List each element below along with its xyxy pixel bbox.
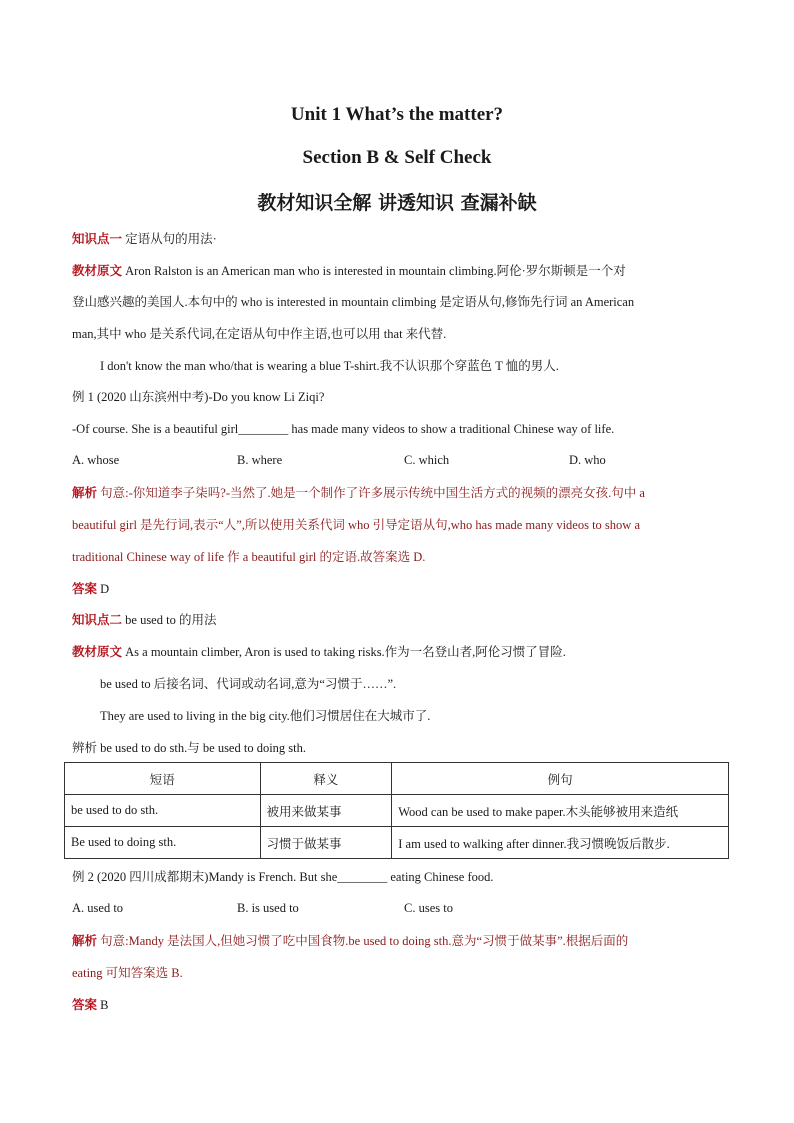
k1-label: 知识点一 [72,231,123,246]
k2-option-c: C. uses to [404,901,453,915]
k2-orig-label: 教材原文 [72,644,123,659]
table-row [65,827,729,859]
unit-title: Unit 1 What’s the matter? [290,104,504,125]
k2-analysis-line-1 [72,933,628,949]
banner-title: 教材知识全解 讲透知识 查漏补缺 [257,192,537,214]
table-header-example: 例句 [392,763,729,795]
k1-analysis-line-3: traditional Chinese way of life 作 a beautiful girl 的定语.故答案选 D. [72,550,426,564]
k2-analysis-text-1: 句意:Mandy 是法国人,但她习惯了吃中国食物.be used to doing sth.意为“习惯于做某事”.根据后面的 [100,934,629,948]
k2-orig-line-3: They are used to living in the big city.他们习惯居住在大城市了. [100,709,431,723]
k2-answer-label: 答案 [72,997,98,1012]
k2-question-1: 例 2 (2020 四川成都期末)Mandy is French. But she________ eating Chinese food. [72,870,494,884]
table-header-meaning: 释义 [260,763,392,795]
table-cell: I am used to walking after dinner.我习惯晚饭后散步. [392,827,729,859]
table-cell: Be used to doing sth. [65,827,261,859]
k2-answer-value: B [100,998,109,1012]
k1-option-a: A. whose [72,453,120,467]
table-row [65,795,729,827]
k1-option-b: B. where [237,453,283,467]
section-title: Section B & Self Check [302,147,492,168]
k2-contrast: 辨析 be used to do sth.与 be used to doing sth. [72,741,307,755]
k1-orig-text-1: Aron Ralston is an American man who is interested in mountain climbing.阿伦·罗尔斯顿是一个对 [125,264,626,278]
table-header-phrase: 短语 [65,763,261,795]
table-cell: 习惯于做某事 [260,827,392,859]
k1-analysis-text-1: 句意:-你知道李子柒吗?-当然了.她是一个制作了许多展示传统中国生活方式的视频的漂亮女孩.句中 a [100,486,645,500]
k1-analysis-line-1 [72,485,645,501]
k2-orig-line-2: be used to 后接名词、代词或动名词,意为“习惯于……”. [100,677,397,691]
k1-option-d: D. who [569,453,606,467]
k1-orig-line-3: man,其中 who 是关系代词,在定语从句中作主语,也可以用 that 来代替. [72,327,447,341]
k2-title: be used to 的用法 [125,613,217,627]
table-header-row [65,763,729,795]
k2-analysis-label: 解析 [72,933,98,948]
k1-option-c: C. which [404,453,450,467]
k1-analysis-label: 解析 [72,485,98,500]
k1-orig-label: 教材原文 [72,263,123,278]
table-cell: be used to do sth. [65,795,261,827]
k1-answer-value: D [100,582,110,596]
k2-option-b: B. is used to [237,901,299,915]
table-cell: Wood can be used to make paper.木头能够被用来造纸 [392,795,729,827]
k1-orig-line-1 [72,263,626,279]
k2-option-a: A. used to [72,901,124,915]
k1-heading [72,231,217,247]
k1-answer-label: 答案 [72,581,98,596]
k2-answer [72,997,108,1013]
k1-example: I don't know the man who/that is wearing a blue T-shirt.我不认识那个穿蓝色 T 恤的男人. [100,359,559,373]
k2-orig-line-1 [72,644,566,660]
k1-orig-line-2: 登山感兴趣的美国人.本句中的 who is interested in mountain climbing 是定语从句,修饰先行词 an American [72,295,635,309]
k2-heading [72,612,216,628]
k2-label: 知识点二 [72,612,123,627]
k1-answer [72,581,109,597]
k1-analysis-line-2: beautiful girl 是先行词,表示“人”,所以使用关系代词 who 引导定语从句,who has made many videos to show a [72,518,640,532]
k1-question-2: -Of course. She is a beautiful girl________ has made many videos to show a traditional Chinese way of life. [72,422,615,436]
k1-question-1: 例 1 (2020 山东滨州中考)-Do you know Li Ziqi? [72,390,325,404]
k1-title: 定语从句的用法· [125,232,217,246]
k2-analysis-line-2: eating 可知答案选 B. [72,966,183,980]
table-cell: 被用来做某事 [260,795,392,827]
comparison-table [64,762,729,859]
k2-orig-text-1: As a mountain climber, Aron is used to taking risks.作为一名登山者,阿伦习惯了冒险. [125,645,566,659]
